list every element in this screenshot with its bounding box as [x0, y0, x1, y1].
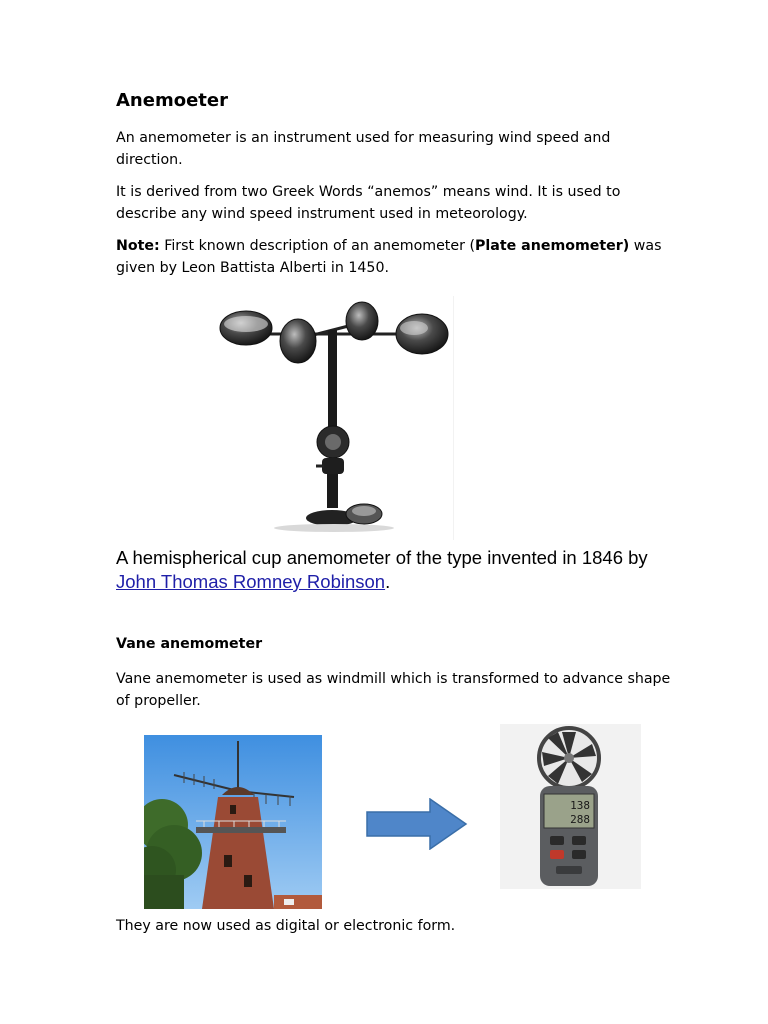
- windmill-image: [144, 735, 322, 909]
- note-bold-text: Plate anemometer): [474, 238, 630, 254]
- intro-paragraph: An anemometer is an instrument used for measuring wind speed and direction.: [116, 130, 611, 168]
- note-paragraph: [116, 235, 676, 279]
- caption-end: .: [385, 571, 391, 592]
- note-label: Note:: [116, 238, 160, 254]
- digital-anemometer-image: [500, 724, 641, 889]
- device-display-line2: 288: [570, 813, 590, 826]
- page-title: Anemoeter: [116, 90, 228, 111]
- note-text-before: First known description of an anemometer (: [159, 238, 475, 254]
- right-arrow-icon: [366, 798, 468, 850]
- note-text-after: was given by Leon Battista Alberti in 1450.: [116, 238, 662, 276]
- etymology-paragraph: It is derived from two Greek Words “anemos” means wind. It is used to describe any wind speed instrument used in meteorology.: [116, 184, 621, 222]
- vane-heading: Vane anemometer: [116, 636, 263, 652]
- device-display-line1: 138: [570, 799, 590, 812]
- cup-anemometer-image: [214, 296, 454, 540]
- robinson-link[interactable]: John Thomas Romney Robinson: [116, 571, 386, 592]
- closing-paragraph: They are now used as digital or electronic form.: [116, 918, 456, 934]
- image-caption: [116, 546, 676, 594]
- caption-text: A hemispherical cup anemometer of the type invented in 1846 by: [116, 547, 648, 568]
- vane-paragraph: Vane anemometer is used as windmill which is transformed to advance shape of propeller.: [116, 671, 671, 709]
